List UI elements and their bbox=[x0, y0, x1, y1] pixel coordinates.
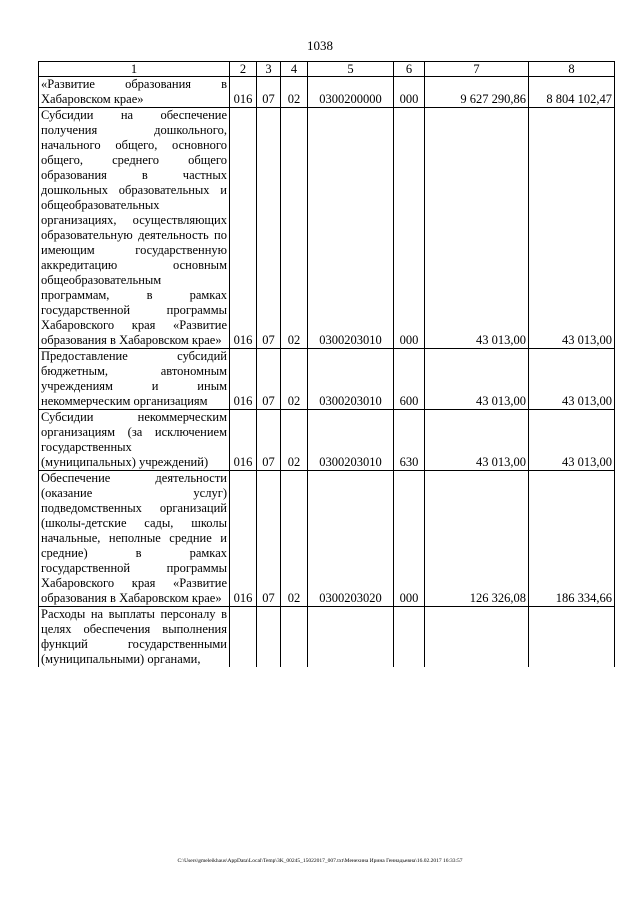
table-row bbox=[39, 410, 615, 471]
cell-target-article bbox=[308, 607, 394, 668]
row-name: Субсидии некоммерческим организациям (за исключением государственных (муниципальных) учреждений) bbox=[39, 410, 230, 471]
cell-amount-2: 43 013,00 bbox=[529, 349, 615, 410]
table-row bbox=[39, 108, 615, 349]
cell-amount-2: 186 334,66 bbox=[529, 471, 615, 607]
cell-section: 07 bbox=[257, 108, 281, 349]
cell-amount-1: 43 013,00 bbox=[425, 108, 529, 349]
cell-amount-1 bbox=[425, 607, 529, 668]
cell-amount-2: 8 804 102,47 bbox=[529, 77, 615, 108]
cell-target-article: 0300200000 bbox=[308, 77, 394, 108]
column-header: 1 bbox=[39, 62, 230, 77]
table-row bbox=[39, 349, 615, 410]
footer-file-path: C:\Users\gmeleikhaus\AppData\Local\Temp\3K_00245_15022017_007.txt\Менехина Ирина Геннадьевна\16.02.2017 16:33:57 bbox=[177, 858, 463, 864]
column-header: 8 bbox=[529, 62, 615, 77]
cell-amount-2 bbox=[529, 607, 615, 668]
cell-expense-type: 630 bbox=[394, 410, 425, 471]
cell-amount-2: 43 013,00 bbox=[529, 410, 615, 471]
cell-amount-1: 43 013,00 bbox=[425, 410, 529, 471]
table-row bbox=[39, 607, 615, 668]
cell-subsection bbox=[281, 607, 308, 668]
cell-ministry: 016 bbox=[230, 410, 257, 471]
page-number: 1038 bbox=[307, 38, 333, 53]
cell-subsection: 02 bbox=[281, 77, 308, 108]
cell-expense-type: 000 bbox=[394, 77, 425, 108]
column-header: 3 bbox=[257, 62, 281, 77]
cell-target-article: 0300203010 bbox=[308, 108, 394, 349]
cell-amount-1: 126 326,08 bbox=[425, 471, 529, 607]
cell-ministry: 016 bbox=[230, 77, 257, 108]
column-header: 2 bbox=[230, 62, 257, 77]
cell-subsection: 02 bbox=[281, 471, 308, 607]
row-name: Предоставление субсидий бюджетным, автономным учреждениям и иным некоммерческим организациям bbox=[39, 349, 230, 410]
header-row bbox=[39, 62, 615, 77]
cell-expense-type: 000 bbox=[394, 471, 425, 607]
cell-subsection: 02 bbox=[281, 410, 308, 471]
cell-expense-type: 000 bbox=[394, 108, 425, 349]
column-header: 5 bbox=[308, 62, 394, 77]
row-name: Расходы на выплаты персоналу в целях обеспечения выполнения функций государственными (муниципальными) органами, bbox=[39, 607, 230, 668]
cell-amount-1: 43 013,00 bbox=[425, 349, 529, 410]
cell-target-article: 0300203010 bbox=[308, 349, 394, 410]
cell-section bbox=[257, 607, 281, 668]
cell-ministry: 016 bbox=[230, 108, 257, 349]
cell-expense-type: 600 bbox=[394, 349, 425, 410]
cell-section: 07 bbox=[257, 349, 281, 410]
cell-section: 07 bbox=[257, 471, 281, 607]
row-name: Обеспечение деятельности (оказание услуг) подведомственных организаций (школы-детские сады, школы начальные, неполные средние и средние) в рамках государственной программы Хабаровского края «Развитие образования в Хабаровском крае» bbox=[39, 471, 230, 607]
cell-section: 07 bbox=[257, 77, 281, 108]
cell-expense-type bbox=[394, 607, 425, 668]
cell-target-article: 0300203020 bbox=[308, 471, 394, 607]
column-header: 4 bbox=[281, 62, 308, 77]
cell-amount-2: 43 013,00 bbox=[529, 108, 615, 349]
cell-ministry bbox=[230, 607, 257, 668]
cell-ministry: 016 bbox=[230, 471, 257, 607]
column-header: 7 bbox=[425, 62, 529, 77]
cell-target-article: 0300203010 bbox=[308, 410, 394, 471]
table-row bbox=[39, 77, 615, 108]
budget-table bbox=[38, 61, 615, 667]
cell-section: 07 bbox=[257, 410, 281, 471]
cell-subsection: 02 bbox=[281, 349, 308, 410]
table-row bbox=[39, 471, 615, 607]
column-header: 6 bbox=[394, 62, 425, 77]
cell-subsection: 02 bbox=[281, 108, 308, 349]
row-name: Субсидии на обеспечение получения дошкольного, начального общего, основного общего, среднего общего образования в частных дошкольных образовательных и общеобразовательных организациях, осуществляющих образовательную деятельность по имеющим государственную аккредитацию основным общеобразовательным программам, в рамках государственной программы Хабаровского края «Развитие образования в Хабаровском крае» bbox=[39, 108, 230, 349]
cell-ministry: 016 bbox=[230, 349, 257, 410]
row-name: «Развитие образования в Хабаровском крае» bbox=[39, 77, 230, 108]
cell-amount-1: 9 627 290,86 bbox=[425, 77, 529, 108]
